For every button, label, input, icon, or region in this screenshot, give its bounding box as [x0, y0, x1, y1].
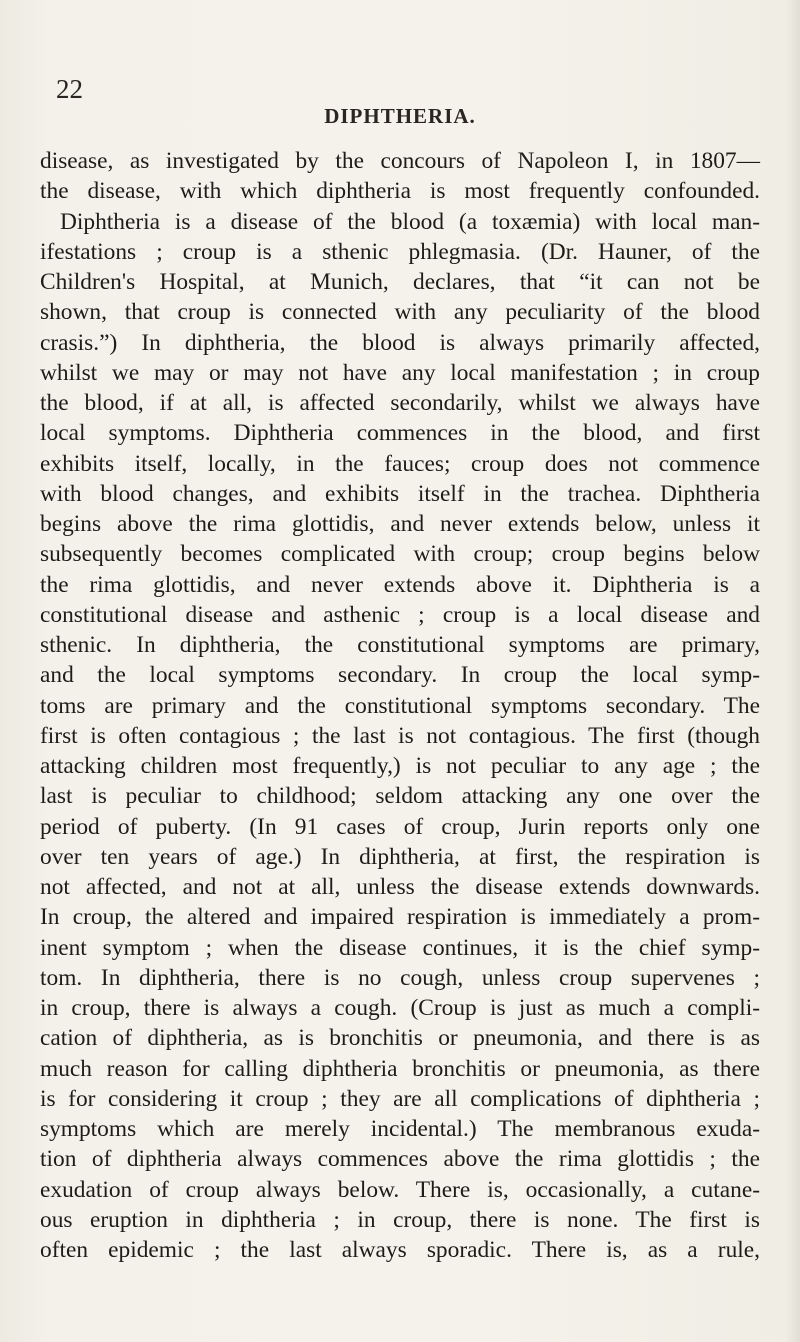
- text-line: often epidemic ; the last always sporadic. There is, as a rule,: [40, 1237, 760, 1263]
- text-line: the blood, if at all, is affected secondarily, whilst we always have: [40, 390, 760, 416]
- text-line: shown, that croup is connected with any peculiarity of the blood: [40, 299, 760, 326]
- text-line: the rima glottidis, and never extends above it. Diphtheria is a: [40, 571, 760, 598]
- text-line: period of puberty. (In 91 cases of croup, Jurin reports only one: [40, 813, 760, 840]
- text-line: cation of diphtheria, as is bronchitis or pneumonia, and there is as: [40, 1025, 760, 1052]
- text-line: constitutional disease and asthenic ; croup is a local disease and: [40, 601, 760, 628]
- text-line: with blood changes, and exhibits itself in the trachea. Diphtheria: [40, 480, 760, 507]
- body-text: [40, 146, 760, 1265]
- text-line: subsequently becomes complicated with croup; croup begins below: [40, 541, 760, 568]
- text-line: exudation of croup always below. There is, occasionally, a cutane-: [40, 1176, 760, 1203]
- running-head: DIPHTHERIA.: [324, 104, 476, 128]
- text-line: ifestations ; croup is a sthenic phlegmasia. (Dr. Hauner, of the: [40, 238, 760, 265]
- text-line: In croup, the altered and impaired respiration is immediately a prom-: [40, 904, 760, 931]
- text-line: ous eruption in diphtheria ; in croup, there is none. The first is: [40, 1206, 760, 1233]
- text-line: much reason for calling diphtheria bronchitis or pneumonia, as there: [40, 1055, 760, 1082]
- text-line: in croup, there is always a cough. (Croup is just as much a compli-: [40, 995, 760, 1021]
- text-line: local symptoms. Diphtheria commences in the blood, and first: [40, 420, 760, 447]
- text-line: first is often contagious ; the last is not contagious. The first (though: [40, 722, 760, 749]
- text-line: toms are primary and the constitutional symptoms secondary. The: [40, 692, 760, 719]
- text-line: symptoms which are merely incidental.) The membranous exuda-: [40, 1116, 760, 1142]
- text-line: last is peculiar to childhood; seldom attacking any one over the: [40, 783, 760, 810]
- text-line: begins above the rima glottidis, and never extends below, unless it: [40, 511, 760, 537]
- text-line: Diphtheria is a disease of the blood (a toxæmia) with local man-: [60, 208, 760, 235]
- text-line: is for considering it croup ; they are all complications of diphtheria ;: [40, 1085, 760, 1112]
- text-line: inent symptom ; when the disease continues, it is the chief symp-: [40, 934, 760, 961]
- text-line: disease, as investigated by the concours of Napoleon I, in 1807—: [40, 148, 760, 174]
- text-line: attacking children most frequently,) is not peculiar to any age ; the: [40, 753, 760, 779]
- page-edge-shadow: [786, 0, 800, 1342]
- text-line: tion of diphtheria always commences above the rima glottidis ; the: [40, 1146, 760, 1173]
- text-line: the disease, with which diphtheria is most frequently confounded.: [40, 178, 760, 205]
- text-line: whilst we may or may not have any local manifestation ; in croup: [40, 359, 760, 386]
- text-line: not affected, and not at all, unless the disease extends downwards.: [40, 874, 760, 900]
- text-line: crasis.”) In diphtheria, the blood is always primarily affected,: [40, 329, 760, 356]
- page-number: 22: [56, 74, 83, 104]
- text-line: exhibits itself, locally, in the fauces; croup does not commence: [40, 450, 760, 477]
- text-line: sthenic. In diphtheria, the constitutional symptoms are primary,: [40, 632, 760, 658]
- text-line: tom. In diphtheria, there is no cough, unless croup supervenes ;: [40, 964, 760, 991]
- text-line: and the local symptoms secondary. In croup the local symp-: [40, 662, 760, 689]
- text-line: Children's Hospital, at Munich, declares, that “it can not be: [40, 269, 760, 295]
- text-line: over ten years of age.) In diphtheria, at first, the respiration is: [40, 843, 760, 870]
